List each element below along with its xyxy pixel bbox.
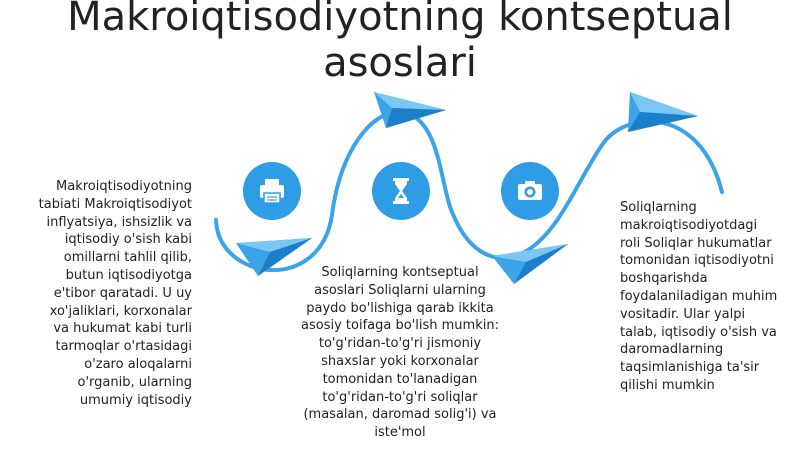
text-column-tax-role: Soliqlarning makroiqtisodiyotdagi roli Soliqlar hukumatlar tomonidan iqtisodiyotni boshqarishda foydalaniladigan muhim vositadir. Ular yalpi talab, iqtisodiy o'sish va daromadlarning taqsimlanishiga ta'sir qilishi mumkin — [620, 200, 778, 393]
camera-icon — [501, 162, 559, 220]
paper-plane-4 — [628, 92, 698, 132]
text-column-tax-concepts: Soliqlarning kontseptual asoslari Soliqlarni ularning paydo bo'lishiga qarab ikkita asosiy toifaga bo'lish mumkin: to'g'ridan-to'g'ri jismoniy shaxslar yoki korxonalar tomonidan to'lanadigan to'g'ridan-to'g'ri soliqlar (masalan, daromad solig'i) va iste'mol — [301, 265, 499, 441]
hourglass-icon — [372, 162, 430, 220]
printer-icon — [243, 162, 301, 220]
printer-button[interactable] — [243, 162, 301, 220]
paper-plane-2 — [374, 92, 446, 128]
camera-button[interactable] — [501, 162, 559, 220]
slide-title: Makroiqtisodiyotning kontseptual asoslari — [67, 0, 733, 86]
hourglass-button[interactable] — [372, 162, 430, 220]
paper-plane-3 — [492, 244, 568, 284]
text-column-nature: Makroiqtisodiyotning tabiati Makroiqtisodiyot inflyatsiya, ishsizlik va iqtisodiy o'sish kabi omillarni tahlil qilib, butun iqtisodiyotga e'tibor qaratadi. U uy xo'jaliklari, korxonalar va hukumat kabi turli tarmoqlar o'rtasidagi o'zaro aloqalarni o'rganib, ularning umumiy iqtisodiy — [38, 179, 192, 408]
